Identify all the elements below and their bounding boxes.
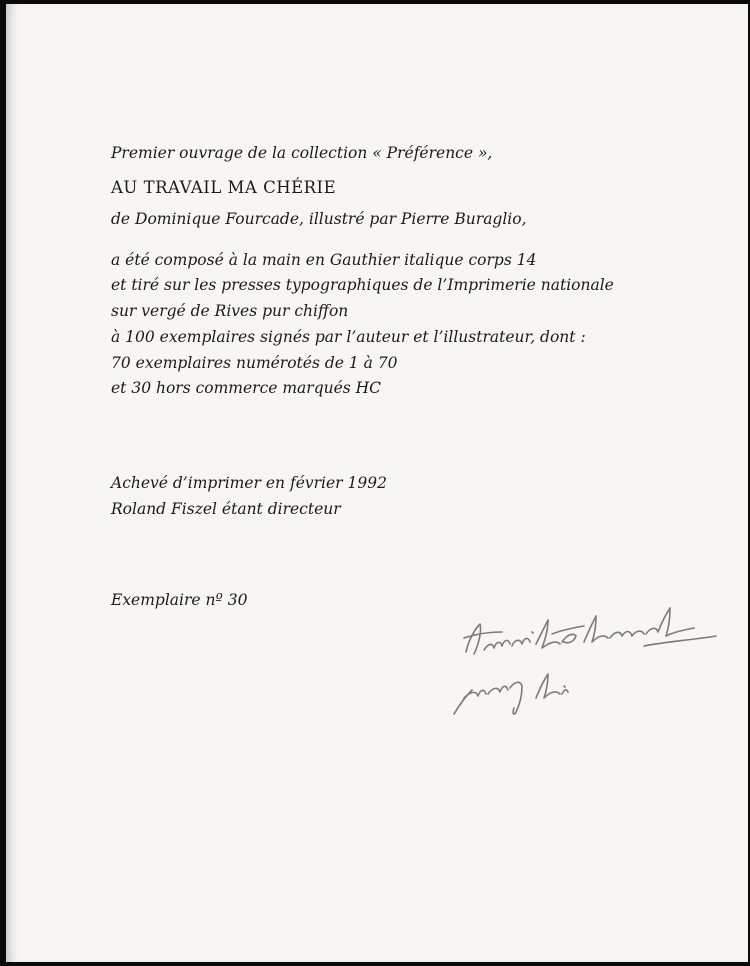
printing-director: Roland Fiszel étant directeur xyxy=(111,500,341,518)
detail-line: sur vergé de Rives pur chiffon xyxy=(111,302,349,320)
author-illustrator-byline: de Dominique Fourcade, illustré par Pierre Buraglio, xyxy=(111,210,527,228)
detail-line: et 30 hors commerce marqués HC xyxy=(111,379,382,397)
author-signature xyxy=(464,608,716,654)
detail-line: et tiré sur les presses typographiques de l’Imprimerie nationale xyxy=(111,276,614,294)
collection-intro: Premier ouvrage de la collection « Préférence », xyxy=(111,144,493,162)
detail-line: à 100 exemplaires signés par l’auteur et l’illustrateur, dont : xyxy=(111,328,586,346)
signatures xyxy=(444,602,734,732)
colophon-page xyxy=(6,4,748,962)
detail-line: 70 exemplaires numérotés de 1 à 70 xyxy=(111,354,398,372)
detail-line: a été composé à la main en Gauthier italique corps 14 xyxy=(111,251,537,269)
book-title: AU TRAVAIL MA CHÉRIE xyxy=(111,178,337,197)
printing-date: Achevé d’imprimer en février 1992 xyxy=(111,474,387,492)
illustrator-signature xyxy=(454,674,568,714)
copy-number: Exemplaire nº 30 xyxy=(111,591,248,609)
